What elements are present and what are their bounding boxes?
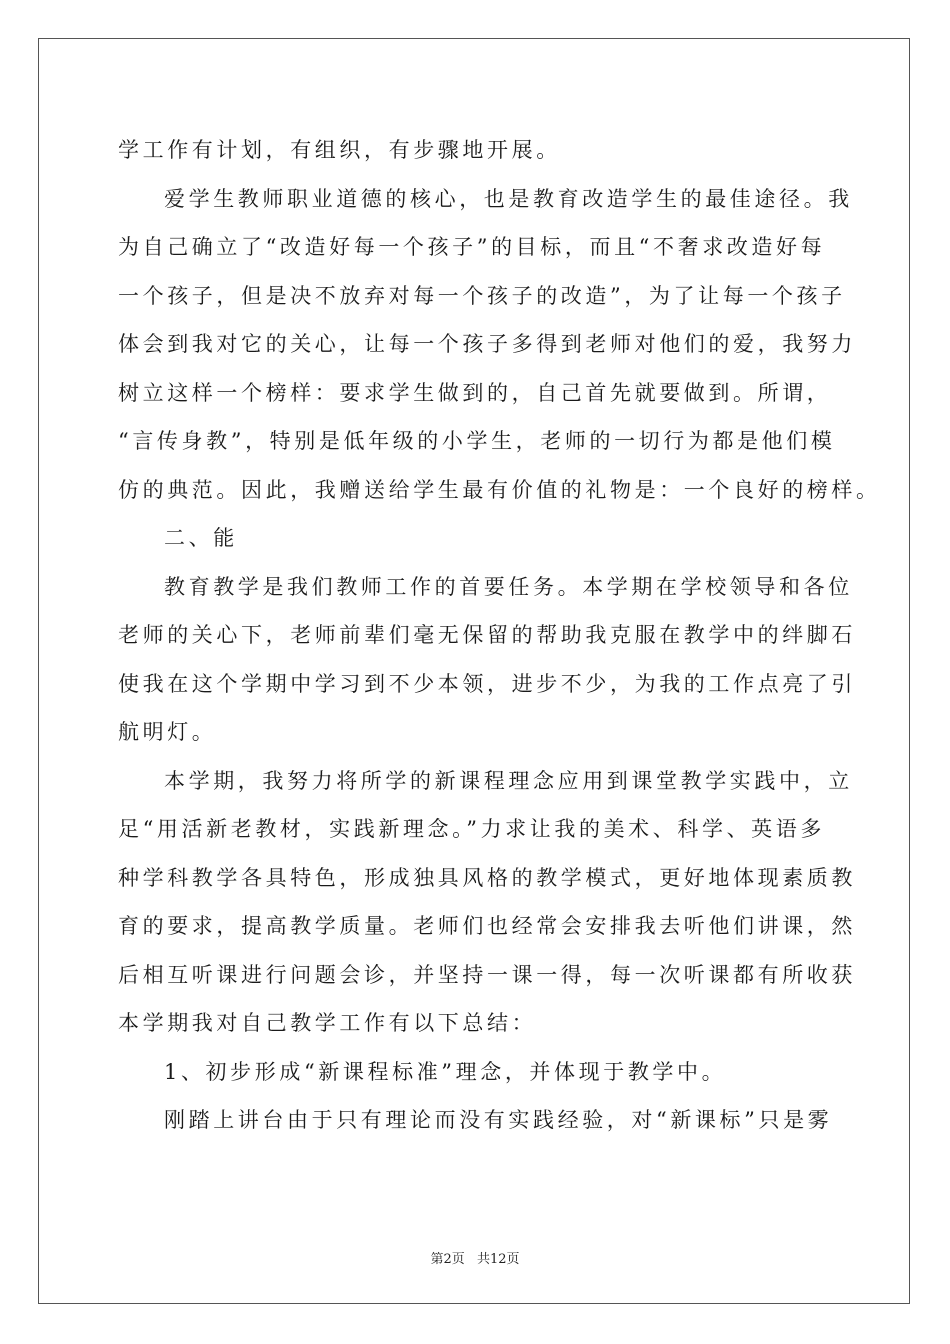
document-body <box>118 126 881 1145</box>
text-line: 仿的典范。因此，我赠送给学生最有价值的礼物是：一个良好的榜样。 <box>118 477 881 502</box>
text-line: 航明灯。 <box>118 720 217 744</box>
list-item-heading: 1、初步形成“新课程标准”理念，并体现于教学中。 <box>164 1059 727 1084</box>
text-line: 足“用活新老教材，实践新理念。”力求让我的美术、科学、英语多 <box>118 817 825 841</box>
text-line: 为自己确立了“改造好每一个孩子”的目标，而且“不奢求改造好每 <box>118 235 826 259</box>
section-heading: 二、能 <box>164 526 238 550</box>
page-total: 共12页 <box>476 1252 520 1267</box>
text-line: 刚踏上讲台由于只有理论而没有实践经验，对“新课标”只是雾 <box>164 1108 833 1132</box>
text-line: 老师的关心下，老师前辈们毫无保留的帮助我克服在教学中的绊脚石 <box>118 623 856 647</box>
text-line: 本学期，我努力将所学的新课程理念应用到课堂教学实践中，立 <box>164 768 853 793</box>
text-line: 本学期我对自己教学工作有以下总结： <box>118 1011 537 1035</box>
text-line: 后相互听课进行问题会诊，并坚持一课一得，每一次听课都有所收获 <box>118 962 856 987</box>
text-line: 爱学生教师职业道德的核心，也是教育改造学生的最佳途径。我 <box>164 186 853 211</box>
text-line: 教育教学是我们教师工作的首要任务。本学期在学校领导和各位 <box>164 574 853 599</box>
text-line: 使我在这个学期中学习到不少本领，进步不少，为我的工作点亮了引 <box>118 671 856 696</box>
text-line: 体会到我对它的关心，让每一个孩子多得到老师对他们的爱，我努力 <box>118 332 856 356</box>
text-line: 树立这样一个榜样：要求学生做到的，自己首先就要做到。所谓， <box>118 380 832 405</box>
page-footer <box>0 1248 950 1267</box>
text-line: 育的要求，提高教学质量。老师们也经常会安排我去听他们讲课，然 <box>118 914 856 938</box>
page-number: 第2页 <box>430 1252 465 1267</box>
text-line: 一个孩子，但是决不放弃对每一个孩子的改造”，为了让每一个孩子 <box>118 283 846 308</box>
text-line: “言传身教”，特别是低年级的小学生，老师的一切行为都是他们模 <box>118 429 836 453</box>
text-line: 学工作有计划，有组织，有步骤地开展。 <box>118 138 561 162</box>
text-line: 种学科教学各具特色，形成独具风格的教学模式，更好地体现素质教 <box>118 865 856 890</box>
